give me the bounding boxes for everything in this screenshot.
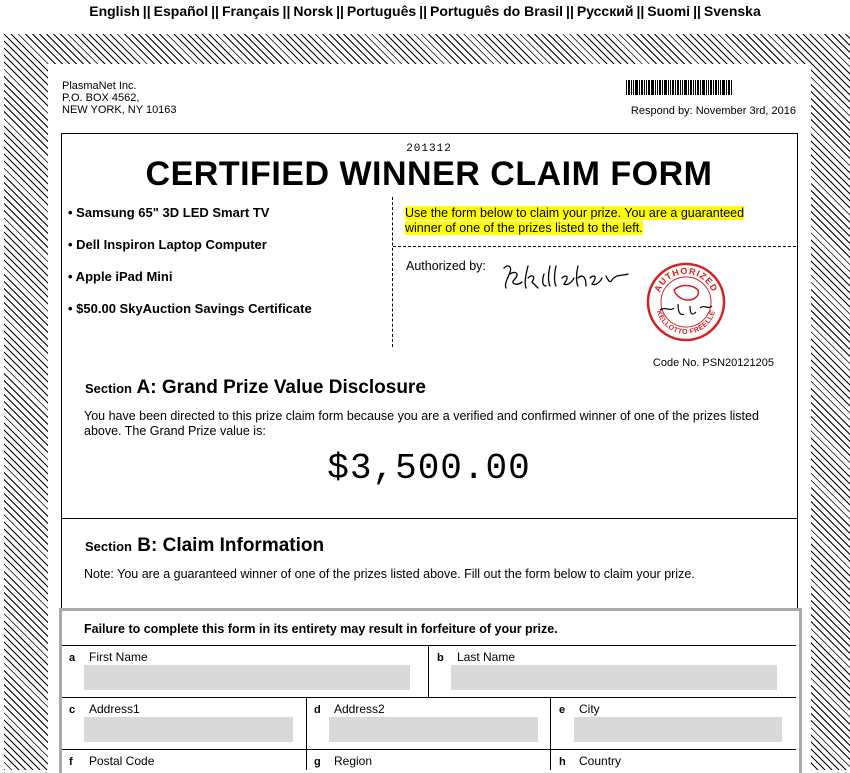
field-label-text: Address1 bbox=[89, 702, 140, 716]
barcode-bar bbox=[700, 80, 701, 95]
barcode-bar bbox=[659, 80, 661, 95]
barcode-bar bbox=[651, 80, 654, 95]
lang-link-portugues[interactable]: Português bbox=[346, 3, 417, 19]
form-warning: Failure to complete this form in its entirety may result in forfeiture of your prize. bbox=[84, 622, 558, 636]
section-a-text: You have been directed to this prize claim form because you are a verified and confirmed winner of one of the prizes listed above. The Grand Prize value is: bbox=[84, 409, 759, 438]
barcode-bar bbox=[697, 80, 699, 95]
prize-item: • Samsung 65" 3D LED Smart TV bbox=[68, 205, 270, 220]
lang-separator: || bbox=[211, 3, 219, 19]
seal-top-text: AUTHORIZED bbox=[652, 265, 720, 294]
field-letter: b bbox=[437, 652, 444, 664]
field-label-text: Country bbox=[579, 754, 622, 768]
address2-input[interactable] bbox=[329, 717, 538, 742]
authorized-seal-icon bbox=[644, 260, 728, 344]
field-letter: f bbox=[69, 756, 73, 768]
barcode-bar bbox=[684, 80, 687, 95]
last-name-input[interactable] bbox=[451, 665, 777, 690]
barcode-bar bbox=[713, 80, 714, 95]
city-label bbox=[559, 702, 600, 716]
lang-separator: || bbox=[142, 3, 151, 19]
prize-item: • $50.00 SkyAuction Savings Certificate bbox=[68, 301, 312, 316]
lang-link-francais[interactable]: Français bbox=[221, 3, 280, 19]
lang-separator: || bbox=[566, 3, 574, 19]
address1-input[interactable] bbox=[84, 717, 293, 742]
barcode-bar bbox=[639, 80, 640, 95]
barcode-bar bbox=[662, 80, 663, 95]
barcode-bar bbox=[722, 80, 725, 95]
barcode-bar bbox=[682, 80, 683, 95]
sender-name: PlasmaNet Inc. bbox=[62, 80, 137, 92]
form-row-divider bbox=[62, 749, 796, 750]
barcode-bar bbox=[702, 80, 705, 95]
signature-icon bbox=[498, 260, 638, 294]
lang-link-svenska[interactable]: Svenska bbox=[703, 3, 761, 19]
section-letter: A: bbox=[136, 377, 157, 398]
barcode-bar bbox=[657, 80, 658, 95]
prize-list bbox=[68, 205, 312, 333]
section-b-box bbox=[61, 518, 798, 610]
barcode-bar bbox=[664, 80, 667, 95]
form-number: 201312 bbox=[406, 143, 452, 155]
form-col-divider bbox=[550, 697, 551, 770]
barcode-bar bbox=[635, 80, 638, 95]
barcode-bar bbox=[628, 80, 630, 95]
lang-separator: || bbox=[636, 3, 645, 19]
highlighted-text: Use the form below to claim your prize. You are a guaranteed winner of one of the prizes listed to the left. bbox=[405, 206, 745, 235]
region-label bbox=[314, 754, 372, 768]
form-row-divider bbox=[62, 697, 796, 698]
field-label-text: Last Name bbox=[457, 650, 516, 664]
barcode-bar bbox=[631, 80, 632, 95]
section-b-title: Claim Information bbox=[162, 535, 325, 556]
seal-bottom-text: KELLOTTO FREELLE bbox=[654, 309, 718, 337]
lang-link-english[interactable]: English bbox=[89, 3, 140, 19]
barcode-bar bbox=[715, 80, 717, 95]
language-bar bbox=[0, 0, 850, 30]
sender-address bbox=[62, 80, 177, 116]
section-a-title: Grand Prize Value Disclosure bbox=[161, 377, 426, 398]
section-a-heading bbox=[85, 377, 426, 399]
prize-divider bbox=[392, 197, 393, 347]
lang-link-norsk[interactable]: Norsk bbox=[293, 3, 334, 19]
barcode-bar bbox=[728, 80, 730, 95]
section-prefix: Section bbox=[85, 539, 132, 554]
barcode-bar bbox=[708, 80, 709, 95]
barcode-bar bbox=[672, 80, 674, 95]
field-label-text: Region bbox=[334, 754, 373, 768]
section-letter: B: bbox=[137, 535, 158, 556]
barcode-bar bbox=[706, 80, 707, 95]
lang-separator: || bbox=[693, 3, 701, 19]
barcode-bar bbox=[655, 80, 656, 95]
prize-item: • Dell Inspiron Laptop Computer bbox=[68, 237, 267, 252]
field-label-text: First Name bbox=[89, 650, 148, 664]
field-label-text: Address2 bbox=[334, 702, 385, 716]
barcode-bar bbox=[695, 80, 696, 95]
sender-address-line2: NEW YORK, NY 10163 bbox=[62, 104, 177, 116]
field-label-text: Postal Code bbox=[89, 754, 155, 768]
barcode-bar bbox=[644, 80, 645, 95]
form-col-divider bbox=[428, 645, 429, 697]
field-letter: a bbox=[69, 652, 76, 664]
barcode-bar bbox=[641, 80, 643, 95]
barcode-bar bbox=[710, 80, 712, 95]
barcode-bar bbox=[677, 80, 679, 95]
barcode-bar bbox=[690, 80, 692, 95]
country-label bbox=[559, 754, 621, 768]
section-b-note: Note: You are a guaranteed winner of one of the prizes listed above. Fill out the form below to claim your prize. bbox=[84, 567, 695, 581]
barcode-icon bbox=[626, 80, 796, 95]
barcode-bar bbox=[726, 80, 727, 95]
field-letter: c bbox=[69, 704, 76, 716]
barcode-bar bbox=[688, 80, 689, 95]
barcode-bar bbox=[718, 80, 719, 95]
svg-text:AUTHORIZED bbox=[652, 266, 720, 294]
lang-link-portugues-brasil[interactable]: Português do Brasil bbox=[430, 3, 564, 19]
barcode-bar bbox=[720, 80, 721, 95]
first-name-label bbox=[69, 650, 148, 664]
grand-prize-amount: $3,500.00 bbox=[327, 448, 531, 489]
barcode-bar bbox=[680, 80, 681, 95]
lang-separator: || bbox=[336, 3, 344, 19]
barcode-bar bbox=[633, 80, 634, 95]
prize-item: • Apple iPad Mini bbox=[68, 269, 173, 284]
field-letter: g bbox=[314, 756, 321, 768]
form-row-divider bbox=[62, 645, 796, 646]
respond-by-date: Respond by: November 3rd, 2016 bbox=[630, 105, 796, 117]
field-letter: h bbox=[559, 756, 566, 768]
barcode-bar bbox=[646, 80, 647, 95]
section-b-heading bbox=[85, 535, 324, 557]
barcode-bar bbox=[648, 80, 650, 95]
claim-instruction bbox=[405, 206, 775, 236]
form-col-divider bbox=[306, 697, 307, 770]
code-number: Code No. PSN20121205 bbox=[652, 357, 774, 369]
barcode-bar bbox=[731, 80, 732, 95]
lang-separator: || bbox=[282, 3, 291, 19]
page-title: CERTIFIED WINNER CLAIM FORM bbox=[145, 155, 713, 193]
postal-code-label bbox=[69, 754, 154, 768]
field-letter: e bbox=[559, 704, 566, 716]
barcode-bar bbox=[693, 80, 694, 95]
barcode-bar bbox=[670, 80, 671, 95]
address1-label bbox=[69, 702, 140, 716]
lang-link-suomi[interactable]: Suomi bbox=[647, 3, 691, 19]
field-letter: d bbox=[314, 704, 321, 716]
sender-address-line1: P.O. BOX 4562, bbox=[62, 92, 140, 104]
barcode-bar bbox=[675, 80, 676, 95]
lang-link-russian[interactable]: Русский bbox=[576, 3, 634, 19]
last-name-label bbox=[437, 650, 515, 664]
barcode-bar bbox=[626, 80, 627, 95]
section-prefix: Section bbox=[85, 381, 132, 396]
lang-link-espanol[interactable]: Español bbox=[153, 3, 209, 19]
authorization-divider bbox=[393, 246, 796, 247]
city-input[interactable] bbox=[574, 717, 782, 742]
address2-label bbox=[314, 702, 385, 716]
field-label-text: City bbox=[579, 702, 600, 716]
first-name-input[interactable] bbox=[84, 665, 410, 690]
barcode-bar bbox=[668, 80, 669, 95]
lang-separator: || bbox=[419, 3, 427, 19]
authorized-label: Authorized by: bbox=[406, 259, 486, 273]
